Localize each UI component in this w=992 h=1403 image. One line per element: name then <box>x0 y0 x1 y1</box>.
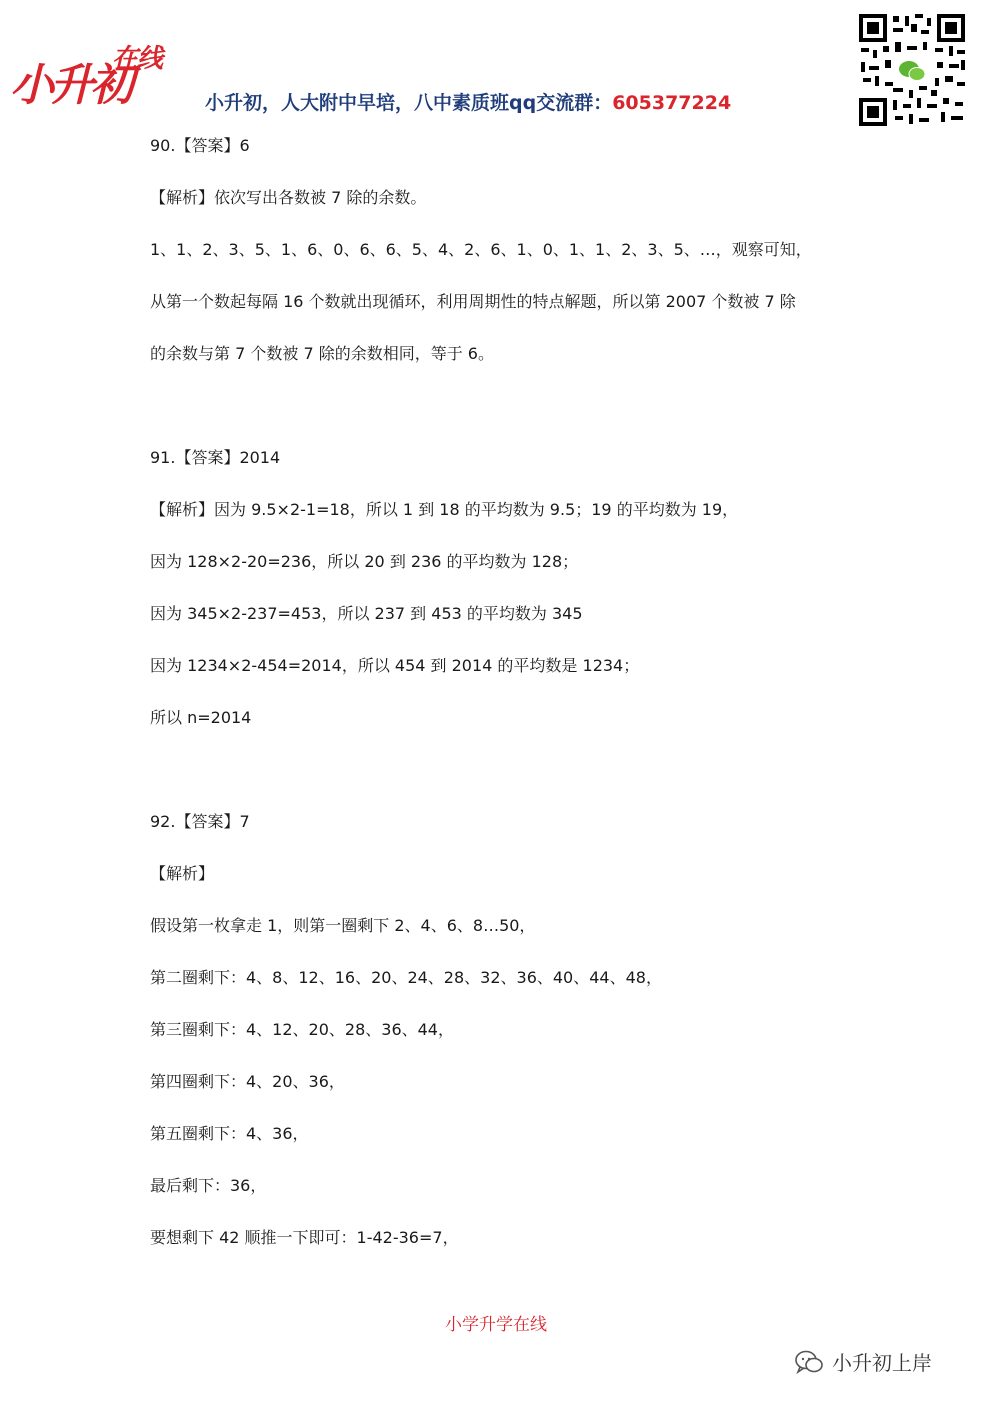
answer-91-line-4: 因为 1234×2-454=2014，所以 454 到 2014 的平均数是 1234； <box>150 656 640 675</box>
footer-site-name: 小学升学在线 <box>445 1315 547 1335</box>
answer-92-line-3: 第二圈剩下：4、8、12、16、20、24、28、32、36、40、44、48， <box>150 968 662 987</box>
wechat-watermark <box>794 1347 932 1376</box>
answer-92-heading: 92.【答案】7 <box>150 812 250 831</box>
answer-90-heading: 90.【答案】6 <box>150 136 250 155</box>
header-info-text: 小升初，人大附中早培，八中素质班qq交流群： <box>205 92 613 114</box>
answer-92-line-4: 第三圈剩下：4、12、20、28、36、44， <box>150 1020 454 1039</box>
answer-92-line-1: 【解析】 <box>150 864 215 883</box>
answer-91-line-5: 所以 n=2014 <box>150 708 252 727</box>
answer-90-line-4: 的余数与第 7 个数被 7 除的余数相同，等于 6。 <box>150 344 494 363</box>
logo-main-text: 小升初 <box>10 60 130 111</box>
answer-91-heading: 91.【答案】2014 <box>150 448 281 467</box>
answer-90-line-2: 1、1、2、3、5、1、6、0、6、6、5、4、2、6、1、0、1、1、2、3、5、…，观察可知， <box>150 240 812 259</box>
logo-online-text: 在线 <box>112 44 163 74</box>
header-info <box>205 88 731 115</box>
wechat-account-name: 小升初上岸 <box>832 1351 932 1375</box>
answer-92-line-5: 第四圈剩下：4、20、36， <box>150 1072 345 1091</box>
answer-92-line-8: 要想剩下 42 顺推一下即可：1-42-36=7， <box>150 1228 459 1247</box>
answer-90-line-1: 【解析】依次写出各数被 7 除的余数。 <box>150 188 427 207</box>
answer-92-line-6: 第五圈剩下：4、36， <box>150 1124 309 1143</box>
wechat-icon <box>794 1349 824 1375</box>
answer-92-line-2: 假设第一枚拿走 1，则第一圈剩下 2、4、6、8…50， <box>150 916 536 935</box>
answer-91-line-1: 【解析】因为 9.5×2-1=18，所以 1 到 18 的平均数为 9.5；19 的平均数为 19， <box>150 500 739 519</box>
brand-logo <box>10 28 180 118</box>
answer-91-line-2: 因为 128×2-20=236，所以 20 到 236 的平均数为 128； <box>150 552 579 571</box>
answer-90-line-3: 从第一个数起每隔 16 个数就出现循环，利用周期性的特点解题，所以第 2007 个数被 7 除 <box>150 292 796 311</box>
qq-group-number: 605377224 <box>612 92 732 114</box>
answer-91-line-3: 因为 345×2-237=453，所以 237 到 453 的平均数为 345 <box>150 604 583 623</box>
qr-code-icon <box>857 12 967 128</box>
answer-92-line-7: 最后剩下：36， <box>150 1176 267 1195</box>
